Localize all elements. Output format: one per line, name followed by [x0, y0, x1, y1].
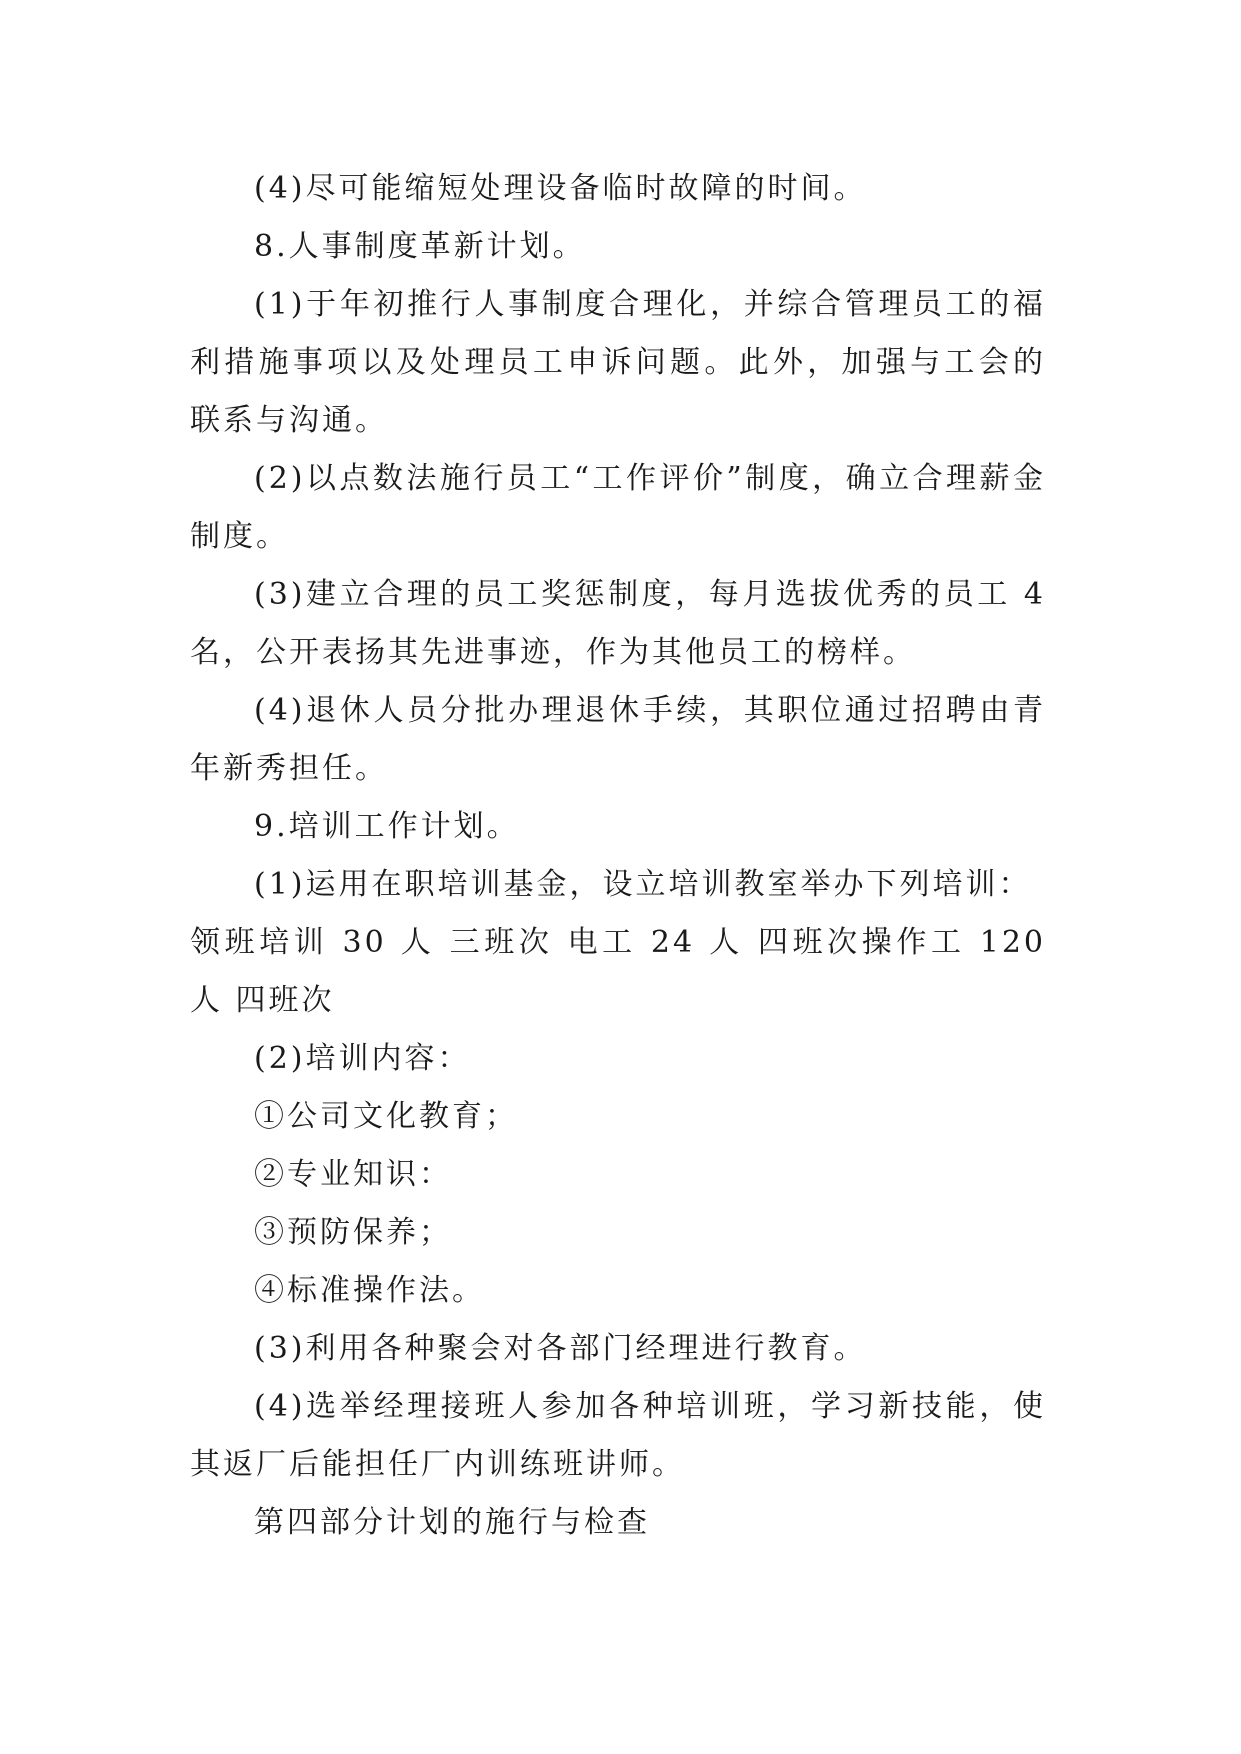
- paragraph-retirement: (4)退休人员分批办理退休手续，其职位通过招聘由青年新秀担任。: [190, 693, 1046, 786]
- paragraph-manager-education: (3)利用各种聚会对各部门经理进行教育。: [254, 1331, 867, 1366]
- heading-part-four: 第四部分计划的施行与检查: [254, 1505, 650, 1540]
- paragraph-reward-punishment: (3)建立合理的员工奖惩制度，每月选拔优秀的员工 4 名，公开表扬其先进事迹，作为其他员工的榜样。: [190, 577, 1046, 670]
- paragraph-training-classes: 领班培训 30 人 三班次 电工 24 人 四班次操作工 120 人 四班次: [190, 925, 1046, 1018]
- list-item-preventive-maintenance: ③预防保养；: [254, 1215, 452, 1250]
- paragraph-successor-training: (4)选举经理接班人参加各种培训班，学习新技能，使其返厂后能担任厂内训练班讲师。: [190, 1389, 1046, 1482]
- paragraph-training-content: (2)培训内容：: [254, 1041, 471, 1076]
- paragraph-equipment-fault-time: (4)尽可能缩短处理设备临时故障的时间。: [254, 171, 867, 206]
- list-item-professional-knowledge: ②专业知识：: [254, 1157, 452, 1192]
- list-item-standard-operation: ④标准操作法。: [254, 1273, 485, 1308]
- paragraph-training-fund: (1)运用在职培训基金，设立培训教室举办下列培训：: [254, 867, 1032, 902]
- paragraph-job-evaluation: (2)以点数法施行员工“工作评价”制度，确立合理薪金制度。: [190, 461, 1046, 554]
- list-item-company-culture: ①公司文化教育；: [254, 1099, 518, 1134]
- document-body: [190, 160, 1046, 1552]
- heading-training-plan: 9.培训工作计划。: [254, 809, 520, 844]
- paragraph-personnel-rationalization: (1)于年初推行人事制度合理化，并综合管理员工的福利措施事项以及处理员工申诉问题。此外，加强与工会的联系与沟通。: [190, 287, 1046, 438]
- heading-personnel-reform-plan: 8.人事制度革新计划。: [254, 229, 586, 264]
